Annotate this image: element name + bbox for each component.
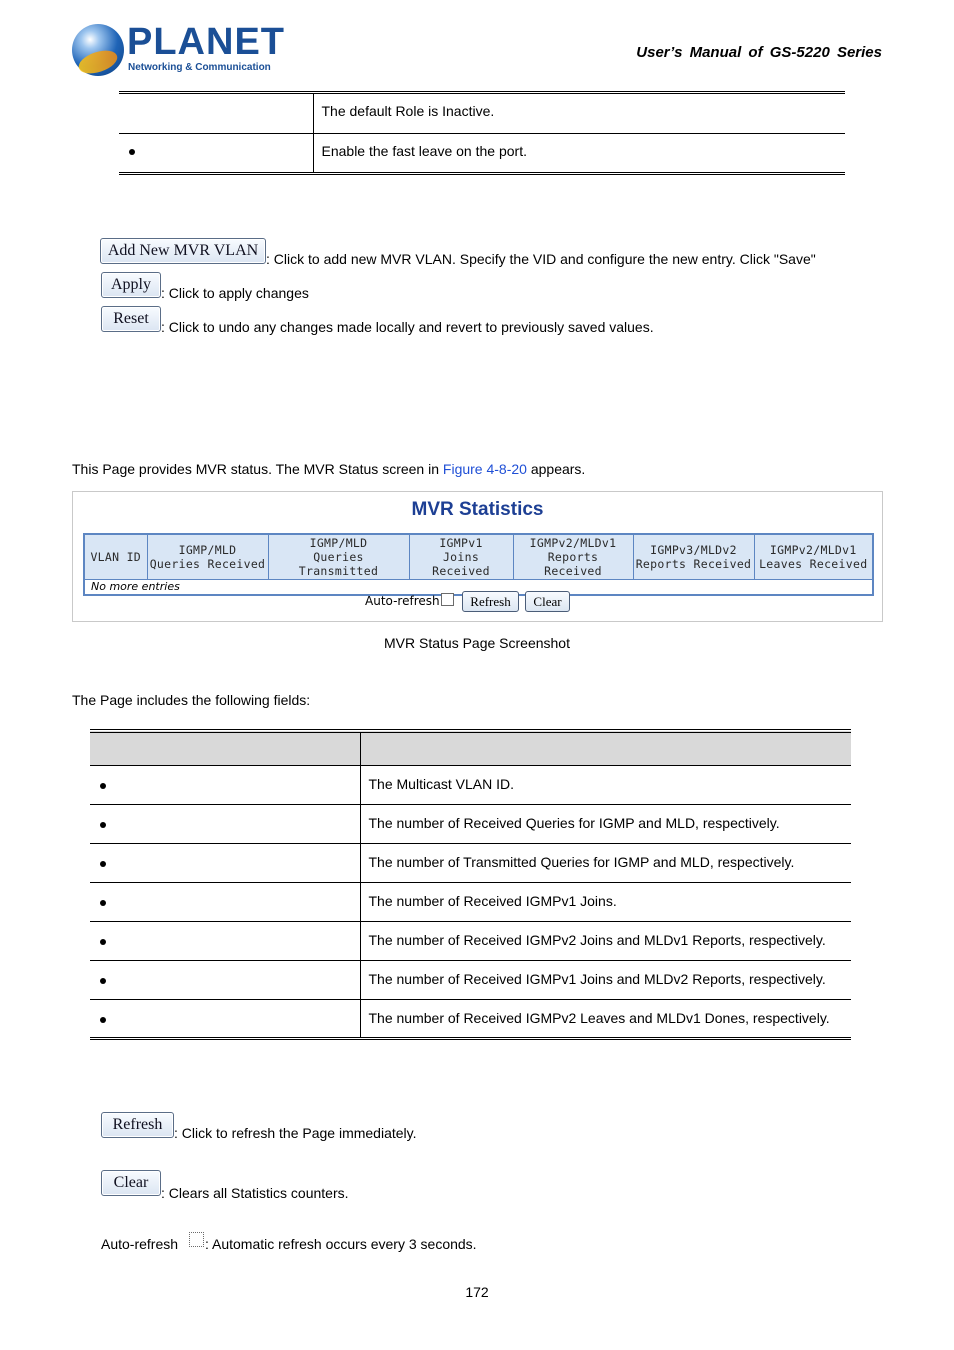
table-cell: The number of Received Queries for IGMP and MLD, respectively.: [360, 804, 851, 843]
reset-button[interactable]: Reset: [101, 306, 161, 332]
bullet-icon: [100, 822, 106, 828]
refresh-desc: : Click to refresh the Page immediately.: [174, 1125, 417, 1141]
table-row: [90, 882, 851, 921]
table-row: [90, 804, 851, 843]
auto-refresh-checkbox-example[interactable]: [189, 1232, 204, 1247]
logo-tagline: Networking & Communication: [128, 62, 271, 73]
table-cell: The number of Received IGMPv2 Leaves and MLDv1 Dones, respectively.: [360, 999, 851, 1038]
column-header: [90, 731, 360, 765]
intro-paragraph: [72, 461, 585, 477]
fields-intro: The Page includes the following fields:: [72, 692, 311, 708]
table-row: [90, 843, 851, 882]
table-cell: [90, 882, 360, 921]
bullet-icon: [100, 939, 106, 945]
table-row: [90, 999, 851, 1038]
table-cell: The number of Transmitted Queries for IGMP and MLD, respectively.: [360, 843, 851, 882]
column-header: IGMP/MLD Queries Transmitted: [268, 534, 409, 580]
intro-text: This Page provides MVR status. The MVR Status screen in: [72, 461, 443, 477]
figure-caption: MVR Status Page Screenshot: [384, 635, 570, 651]
page-number: 172: [465, 1284, 489, 1300]
column-header: IGMPv2/MLDv1 Leaves Received: [754, 534, 873, 580]
table-cell: [90, 960, 360, 999]
apply-desc: : Click to apply changes: [161, 285, 309, 301]
table-header-row: [84, 534, 873, 580]
logo-wordmark: PLANET: [127, 21, 285, 63]
bullet-icon: [129, 149, 135, 155]
manual-title: User’s Manual of GS-5220 Series: [636, 44, 882, 61]
clear-button-example[interactable]: Clear: [101, 1170, 161, 1196]
planet-logo: [72, 21, 285, 78]
bullet-icon: [100, 861, 106, 867]
table-cell: The default Role is Inactive.: [321, 103, 495, 119]
bullet-icon: [100, 1017, 106, 1023]
table-cell: [90, 765, 360, 804]
add-new-mvr-vlan-button[interactable]: Add New MVR VLAN: [100, 238, 266, 264]
column-header: [360, 731, 851, 765]
mvr-statistics-screenshot: [72, 491, 883, 622]
column-header: VLAN ID: [84, 534, 147, 580]
table-cell: [90, 999, 360, 1038]
table-cell: The number of Received IGMPv1 Joins.: [360, 882, 851, 921]
role-table: [119, 91, 845, 175]
table-cell: [119, 93, 313, 134]
mvr-statistics-table: [83, 533, 874, 596]
column-header: IGMP/MLD Queries Received: [147, 534, 268, 580]
table-header-row: [90, 731, 851, 765]
table-cell: The number of Received IGMPv1 Joins and MLDv2 Reports, respectively.: [360, 960, 851, 999]
auto-refresh-desc: : Automatic refresh occurs every 3 seconds.: [205, 1236, 477, 1252]
table-cell: The Multicast VLAN ID.: [360, 765, 851, 804]
add-new-mvr-vlan-desc: : Click to add new MVR VLAN. Specify the VID and configure the new entry. Click "Save": [266, 251, 816, 267]
intro-text-end: appears.: [526, 461, 586, 477]
table-row: [119, 134, 845, 174]
apply-button[interactable]: Apply: [101, 272, 161, 298]
table-row: [90, 765, 851, 804]
auto-refresh-label: Auto-refresh: [365, 594, 440, 608]
bullet-icon: [100, 978, 106, 984]
bullet-icon: [100, 900, 106, 906]
fields-table: [90, 729, 851, 1040]
panel-title: MVR Statistics: [411, 499, 544, 520]
reset-desc: : Click to undo any changes made locally and revert to previously saved values.: [161, 319, 654, 335]
table-row: [90, 921, 851, 960]
table-cell: The number of Received IGMPv2 Joins and MLDv1 Reports, respectively.: [360, 921, 851, 960]
column-header: IGMPv3/MLDv2 Reports Received: [633, 534, 754, 580]
table-cell: [90, 843, 360, 882]
empty-entries: No more entries: [91, 580, 180, 594]
auto-refresh-checkbox[interactable]: [441, 593, 454, 606]
refresh-button[interactable]: Refresh: [462, 591, 519, 612]
table-cell: [90, 921, 360, 960]
clear-desc: : Clears all Statistics counters.: [161, 1185, 349, 1201]
figure-link[interactable]: Figure 4-8-20: [442, 461, 527, 477]
auto-refresh-example-label: Auto-refresh: [101, 1236, 179, 1252]
table-row: [119, 93, 845, 134]
bullet-icon: [100, 783, 106, 789]
table-row: [90, 960, 851, 999]
table-cell: [90, 804, 360, 843]
table-cell: Enable the fast leave on the port.: [313, 134, 845, 174]
column-header: IGMPv2/MLDv1 Reports Received: [513, 534, 633, 580]
refresh-button-example[interactable]: Refresh: [101, 1112, 174, 1138]
clear-button[interactable]: Clear: [525, 591, 570, 612]
table-cell: [119, 134, 313, 174]
column-header: IGMPv1 Joins Received: [409, 534, 513, 580]
